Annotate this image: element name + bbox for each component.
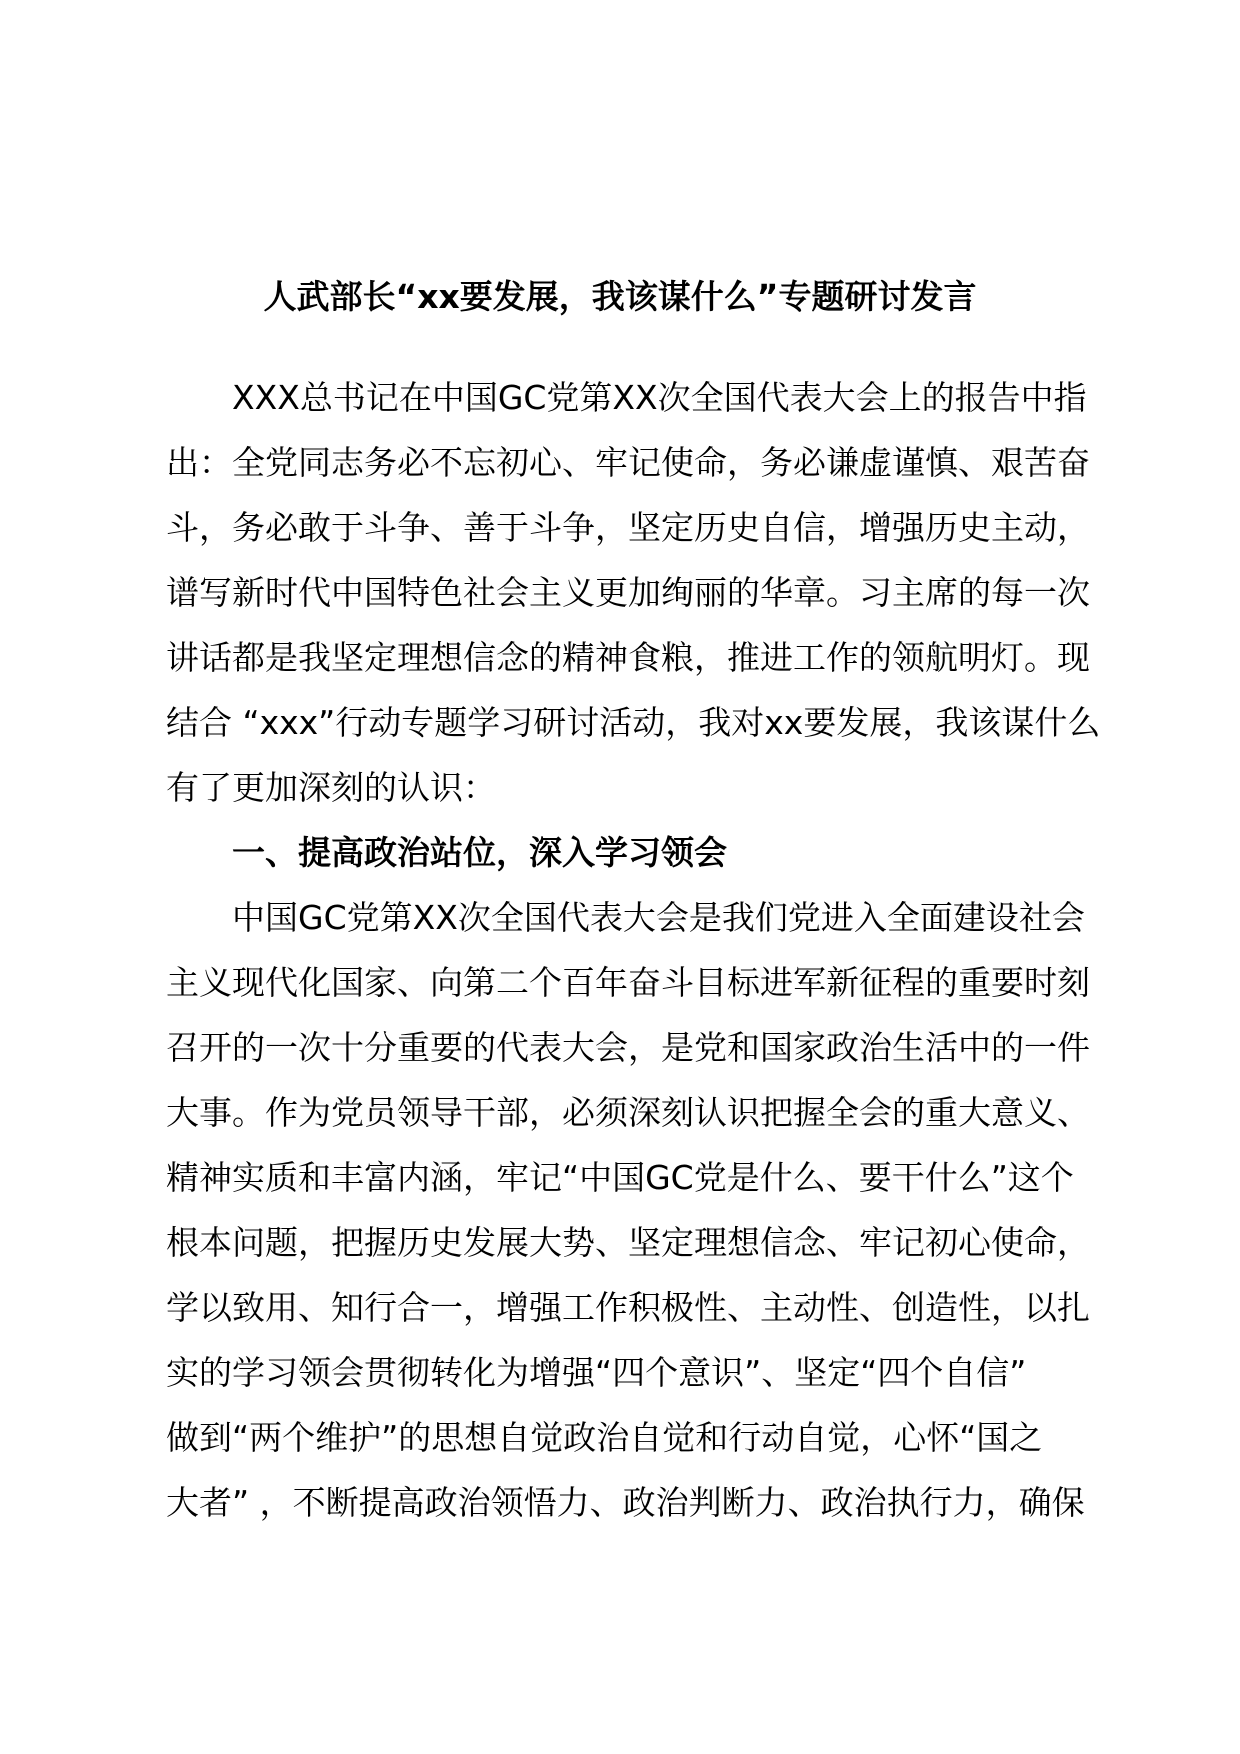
paragraph-line: 出：全党同志务必不忘初心、牢记使命，务必谦虚谨慎、艰苦奋 [166,443,1090,482]
paragraph-line: 精神实质和丰富内涵，牢记“中国GC党是什么、要干什么”这个 [166,1158,1074,1197]
paragraph-line: 斗，务必敢于斗争、善于斗争，坚定历史自信，增强历史主动， [166,508,1090,547]
paragraph-line: 谱写新时代中国特色社会主义更加绚丽的华章。习主席的每一次 [166,573,1090,612]
paragraph-line: 讲话都是我坚定理想信念的精神食粮，推进工作的领航明灯。现 [166,638,1090,677]
section-heading: 一、提高政治站位，深入学习领会 [232,833,727,872]
paragraph-line: XXX总书记在中国GC党第XX次全国代表大会上的报告中指 [232,378,1087,417]
paragraph-line: 大事。作为党员领导干部，必须深刻认识把握全会的重大意义、 [166,1093,1090,1132]
paragraph-line: 中国GC党第XX次全国代表大会是我们党进入全面建设社会 [232,898,1085,937]
paragraph-line: 召开的一次十分重要的代表大会，是党和国家政治生活中的一件 [166,1028,1090,1067]
paragraph-line: 根本问题，把握历史发展大势、坚定理想信念、牢记初心使命， [166,1223,1090,1262]
paragraph-line: 大者” ，不断提高政治领悟力、政治判断力、政治执行力，确保 [166,1483,1085,1522]
paragraph-line: 学以致用、知行合一，增强工作积极性、主动性、创造性，以扎 [166,1288,1090,1327]
paragraph-line: 主义现代化国家、向第二个百年奋斗目标进军新征程的重要时刻 [166,963,1090,1002]
document-title: 人武部长“xx要发展，我该谋什么”专题研讨发言 [263,277,977,316]
paragraph-line: 做到“两个维护”的思想自觉政治自觉和行动自觉，心怀“国之 [166,1418,1043,1457]
paragraph-line: 有了更加深刻的认识： [166,768,496,807]
paragraph-line: 结合 “xxx”行动专题学习研讨活动，我对xx要发展，我该谋什么 [166,703,1101,742]
document-body [166,365,1114,1535]
paragraph-line: 实的学习领会贯彻转化为增强“四个意识”、坚定“四个自信” [166,1353,1027,1392]
